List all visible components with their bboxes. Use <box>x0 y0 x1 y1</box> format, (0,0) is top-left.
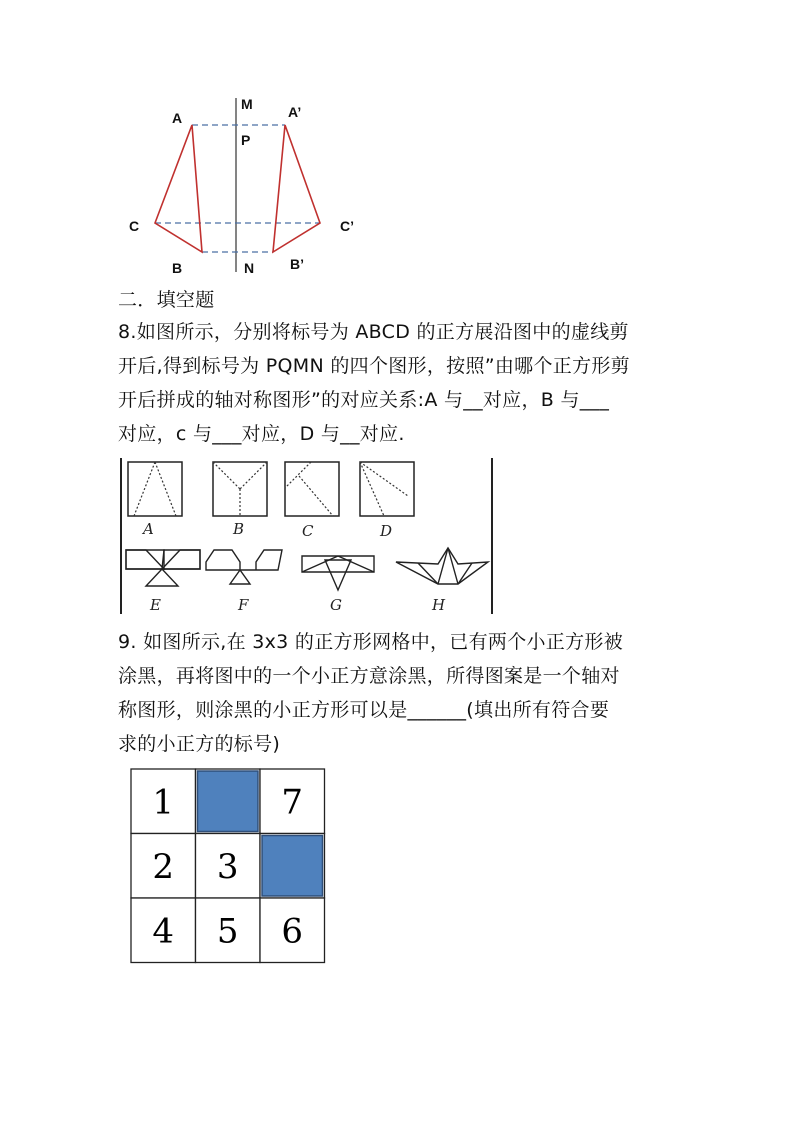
grid-cell-filled <box>198 771 259 832</box>
q8-figure <box>118 456 496 616</box>
q9-line-1: 9. 如图所示,在 3x3 的正方形网格中，已有两个小正方形被 <box>118 631 624 653</box>
shape-h <box>396 548 488 584</box>
figure-label-d: D <box>380 522 393 540</box>
left-quadrilateral <box>155 125 202 252</box>
grid-cell-number: 5 <box>216 911 239 952</box>
figure-label-g: G <box>330 596 342 614</box>
figure-label-a: A <box>143 520 154 538</box>
right-quadrilateral <box>273 125 320 252</box>
figure-label-e: E <box>150 596 161 614</box>
figure-label-h: H <box>432 596 446 614</box>
label-c: C <box>129 218 140 234</box>
symmetry-figure <box>120 90 380 280</box>
shape-g <box>302 556 374 590</box>
shape-e <box>126 550 200 586</box>
shape-f <box>206 550 282 584</box>
label-a: A <box>172 110 183 126</box>
label-c-prime: C’ <box>340 218 354 234</box>
square-c <box>285 462 339 516</box>
grid-cell-number: 1 <box>152 782 175 823</box>
square-d <box>360 462 414 516</box>
grid-cell-number: 4 <box>152 911 175 952</box>
grid-cell-filled <box>262 836 323 897</box>
square-b <box>213 462 267 516</box>
section-title: 二．填空题 <box>118 289 215 311</box>
grid-cell-number: 7 <box>281 782 304 823</box>
q8-line-4: 对应，c 与___对应，D 与__对应. <box>118 423 405 445</box>
grid-cell-number: 6 <box>281 911 304 952</box>
label-n: N <box>244 260 255 276</box>
label-m: M <box>241 96 253 112</box>
symmetry-figure-svg <box>120 90 380 280</box>
label-b: B <box>172 260 183 276</box>
q8-line-1: 8.如图所示，分别将标号为 ABCD 的正方展沿图中的虚线剪 <box>118 321 629 343</box>
q9-line-3: 称图形，则涂黑的小正方形可以是______(填出所有符合要 <box>118 699 610 721</box>
q8-line-3: 开后拼成的轴对称图形”的对应关系:A 与__对应，B 与___ <box>118 389 610 411</box>
grid-3x3 <box>130 768 326 966</box>
figure-label-c: C <box>302 522 314 540</box>
label-b-prime: B’ <box>290 256 304 272</box>
grid-svg <box>130 768 326 966</box>
label-p: P <box>241 132 251 148</box>
q9-line-4: 求的小正方的标号) <box>118 733 281 755</box>
grid-cell-number: 3 <box>216 846 239 887</box>
q9-line-2: 涂黑，再将图中的一个小正方意涂黑，所得图案是一个轴对 <box>118 665 620 687</box>
figure-label-f: F <box>238 596 249 614</box>
label-a-prime: A’ <box>288 104 302 120</box>
figure-label-b: B <box>233 520 245 538</box>
grid-cell-number: 2 <box>152 846 175 887</box>
q8-line-2: 开后,得到标号为 PQMN 的四个图形，按照”由哪个正方形剪 <box>118 355 630 377</box>
square-a <box>128 462 182 516</box>
